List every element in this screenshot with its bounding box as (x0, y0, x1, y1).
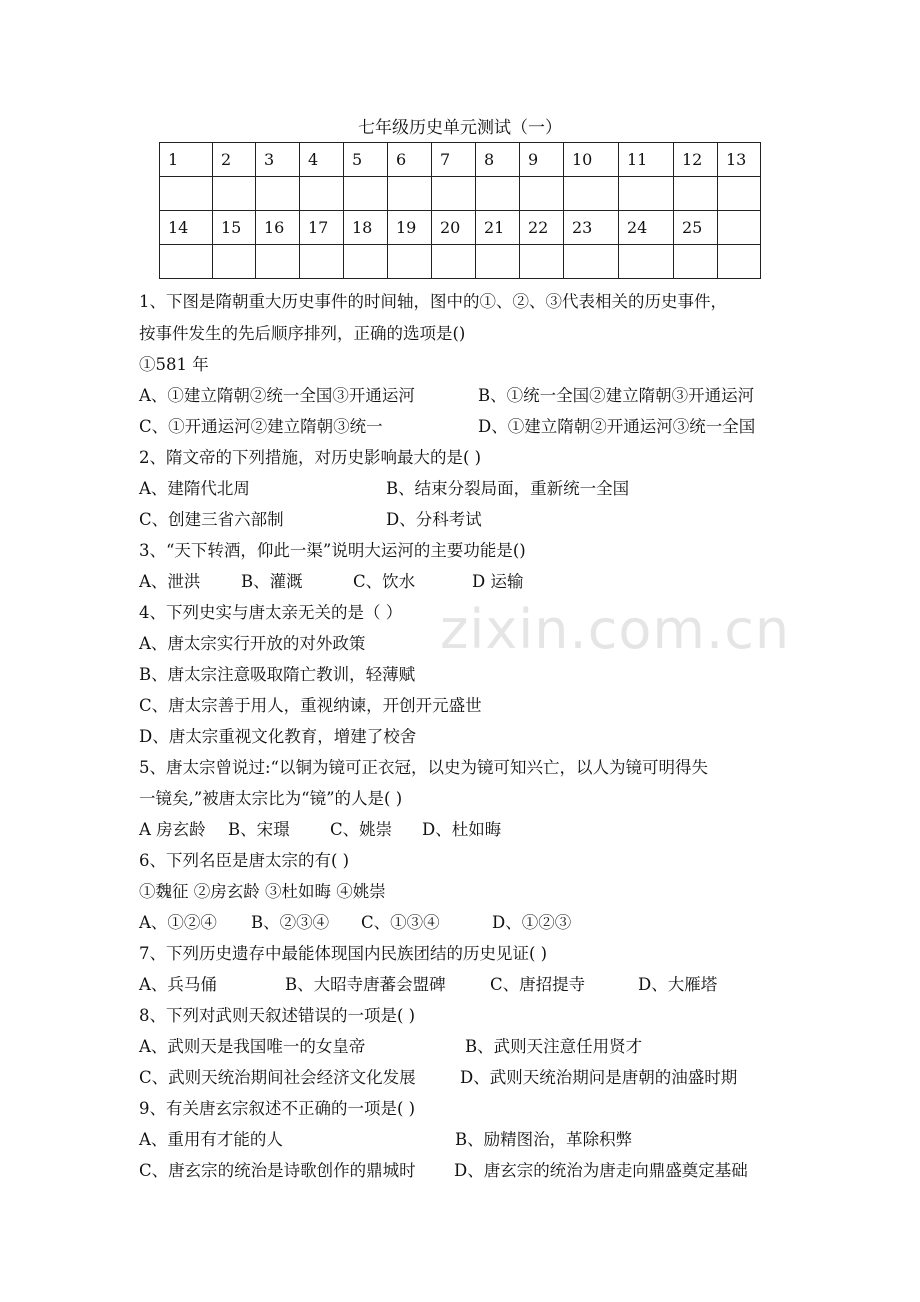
answer-blank-cell[interactable] (520, 245, 564, 279)
answer-number-cell: 14 (160, 211, 213, 245)
answer-number-cell: 4 (300, 143, 344, 177)
question-4-stem: 4、下列史实与唐太亲无关的是（ ） (139, 603, 403, 622)
answer-blank-cell[interactable] (718, 245, 761, 279)
q3-option-a[interactable]: A、泄洪 (139, 572, 201, 591)
q2-option-b[interactable]: B、结束分裂局面，重新统一全国 (386, 479, 630, 498)
answer-number-cell: 8 (476, 143, 520, 177)
answer-blank-cell[interactable] (619, 245, 674, 279)
answer-number-cell: 6 (388, 143, 432, 177)
question-1-stem-cont: 按事件发生的先后顺序排列，正确的选项是() (139, 324, 466, 343)
question-5-stem-cont: 一镜矣,”被唐太宗比为“镜”的人是( ) (139, 789, 403, 808)
q9-option-b[interactable]: B、励精图治，革除积弊 (455, 1130, 633, 1149)
answer-number-cell: 22 (520, 211, 564, 245)
q3-option-c[interactable]: C、饮水 (353, 572, 416, 591)
answer-blank-cell[interactable] (213, 245, 256, 279)
question-1-timeline: ①581 年 (139, 355, 209, 374)
q3-option-b[interactable]: B、灌溉 (241, 572, 303, 591)
q7-option-a[interactable]: A、兵马俑 (139, 975, 217, 994)
answer-number-cell: 23 (564, 211, 619, 245)
question-8-stem: 8、下列对武则天叙述错误的一项是( ) (139, 1006, 416, 1025)
answer-blank-cell[interactable] (476, 245, 520, 279)
answer-number-cell: 3 (256, 143, 300, 177)
q8-option-a[interactable]: A、武则天是我国唯一的女皇帝 (139, 1037, 366, 1056)
question-5-stem: 5、唐太宗曾说过:“以铜为镜可正衣冠，以史为镜可知兴亡，以人为镜可明得失 (139, 758, 708, 777)
question-2-stem: 2、隋文帝的下列措施，对历史影响最大的是( ) (139, 448, 482, 467)
q6-option-c[interactable]: C、①③④ (361, 913, 440, 932)
answer-blank-cell[interactable] (432, 245, 476, 279)
answer-blank-cell[interactable] (432, 177, 476, 211)
q2-option-a[interactable]: A、建隋代北周 (139, 479, 250, 498)
q6-option-d[interactable]: D、①②③ (492, 913, 572, 932)
answer-number-row (160, 143, 761, 177)
q1-option-a[interactable]: A、①建立隋朝②统一全国③开通运河 (139, 386, 415, 405)
answer-blank-cell[interactable] (564, 177, 619, 211)
answer-number-cell: 18 (344, 211, 388, 245)
answer-number-cell: 13 (718, 143, 761, 177)
question-9-stem: 9、有关唐玄宗叙述不正确的一项是( ) (139, 1099, 416, 1118)
answer-number-cell: 2 (213, 143, 256, 177)
q7-option-d[interactable]: D、大雁塔 (638, 975, 718, 994)
answer-blank-cell[interactable] (388, 245, 432, 279)
question-6-stem: 6、下列名臣是唐太宗的有( ) (139, 851, 350, 870)
answer-number-cell: 5 (344, 143, 388, 177)
answer-number-cell: 20 (432, 211, 476, 245)
q5-option-c[interactable]: C、姚崇 (330, 820, 393, 839)
answer-blank-cell[interactable] (256, 245, 300, 279)
answer-table (159, 142, 761, 279)
answer-blank-cell[interactable] (344, 177, 388, 211)
answer-number-cell: 15 (213, 211, 256, 245)
q1-option-c[interactable]: C、①开通运河②建立隋朝③统一 (139, 417, 383, 436)
answer-blank-cell[interactable] (388, 177, 432, 211)
question-6-items: ①魏征 ②房玄龄 ③杜如晦 ④姚崇 (139, 882, 386, 901)
q8-option-d[interactable]: D、武则天统治期问是唐朝的油盛时期 (460, 1068, 738, 1087)
q6-option-a[interactable]: A、①②④ (139, 913, 217, 932)
answer-blank-cell[interactable] (344, 245, 388, 279)
q5-option-b[interactable]: B、宋璟 (228, 820, 290, 839)
answer-blank-cell[interactable] (674, 245, 718, 279)
q7-option-b[interactable]: B、大昭寺唐蕃会盟碑 (285, 975, 446, 994)
q8-option-b[interactable]: B、武则天注意任用贤才 (465, 1037, 643, 1056)
answer-number-cell: 1 (160, 143, 213, 177)
answer-number-cell: 10 (564, 143, 619, 177)
answer-blank-cell[interactable] (160, 245, 213, 279)
q4-option-d[interactable]: D、唐太宗重视文化教育，增建了校舍 (139, 727, 417, 746)
answer-blank-cell[interactable] (564, 245, 619, 279)
answer-number-cell: 7 (432, 143, 476, 177)
answer-blank-cell[interactable] (300, 177, 344, 211)
answer-number-cell: 24 (619, 211, 674, 245)
q9-option-a[interactable]: A、重用有才能的人 (139, 1130, 283, 1149)
answer-blank-cell[interactable] (256, 177, 300, 211)
answer-blank-row (160, 177, 761, 211)
answer-blank-cell[interactable] (213, 177, 256, 211)
answer-number-cell: 21 (476, 211, 520, 245)
q9-option-d[interactable]: D、唐玄宗的统治为唐走向鼎盛奠定基础 (454, 1161, 748, 1180)
answer-number-row (160, 211, 761, 245)
answer-blank-cell[interactable] (476, 177, 520, 211)
answer-number-cell: 17 (300, 211, 344, 245)
q5-option-d[interactable]: D、杜如晦 (422, 820, 502, 839)
q4-option-a[interactable]: A、唐太宗实行开放的对外政策 (139, 634, 366, 653)
q3-option-d[interactable]: D 运输 (472, 572, 524, 591)
watermark: zixin.com.cn (440, 598, 791, 661)
answer-number-cell: 19 (388, 211, 432, 245)
answer-blank-cell[interactable] (160, 177, 213, 211)
page-title: 七年级历史单元测试（一） (358, 118, 562, 138)
q4-option-b[interactable]: B、唐太宗注意吸取隋亡教训，轻薄赋 (139, 665, 416, 684)
answer-number-cell: 25 (674, 211, 718, 245)
answer-number-cell: 9 (520, 143, 564, 177)
answer-blank-row (160, 245, 761, 279)
q2-option-c[interactable]: C、创建三省六部制 (139, 510, 284, 529)
q6-option-b[interactable]: B、②③④ (251, 913, 330, 932)
answer-number-cell: 11 (619, 143, 674, 177)
q8-option-c[interactable]: C、武则天统治期间社会经济文化发展 (139, 1068, 416, 1087)
answer-blank-cell[interactable] (300, 245, 344, 279)
question-3-stem: 3、“天下转酒，仰此一渠”说明大运河的主要功能是() (139, 541, 526, 560)
q5-option-a[interactable]: A 房玄龄 (139, 820, 206, 839)
answer-blank-cell[interactable] (674, 177, 718, 211)
question-7-stem: 7、下列历史遗存中最能体现国内民族团结的历史见证( ) (139, 944, 548, 963)
answer-number-cell: 12 (674, 143, 718, 177)
q1-option-b[interactable]: B、①统一全国②建立隋朝③开通运河 (478, 386, 755, 405)
q4-option-c[interactable]: C、唐太宗善于用人，重视纳谏，开创开元盛世 (139, 696, 482, 715)
q9-option-c[interactable]: C、唐玄宗的统治是诗歌创作的鼎城时 (139, 1161, 416, 1180)
answer-blank-cell[interactable] (520, 177, 564, 211)
question-1-stem: 1、下图是隋朝重大历史事件的时间轴，图中的①、②、③代表相关的历史事件， (139, 292, 727, 311)
answer-blank-cell[interactable] (619, 177, 674, 211)
q2-option-d[interactable]: D、分科考试 (386, 510, 482, 529)
answer-number-cell (718, 211, 761, 245)
answer-blank-cell[interactable] (718, 177, 761, 211)
q1-option-d[interactable]: D、①建立隋朝②开通运河③统一全国 (478, 417, 756, 436)
answer-number-cell: 16 (256, 211, 300, 245)
q7-option-c[interactable]: C、唐招提寺 (490, 975, 586, 994)
